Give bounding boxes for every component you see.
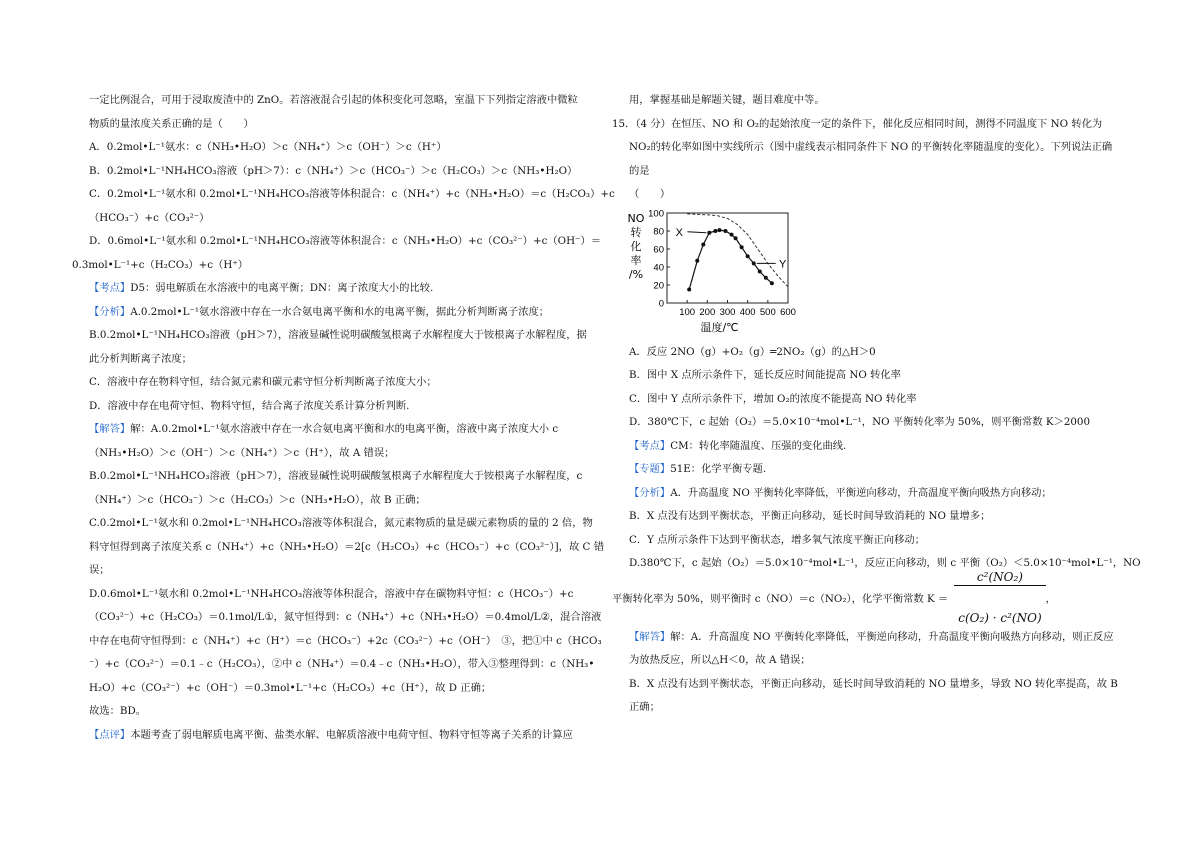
text-line: B.0.2mol•L⁻¹NH₄HCO₃溶液（pH＞7），溶液显碱性说明碳酸氢根离子水解程度大于铵根离子水解程度，c [89,470,583,482]
text-line: 平衡转化率为 50%，则平衡时 c（NO）＝c（NO₂），化学平衡常数 K ＝ [612,592,949,605]
conversion-chart [612,205,1132,335]
dianping-tag: 【点评】 [89,728,131,741]
kaodian-line [72,282,598,295]
data-point [713,229,717,233]
text-line: 中存在电荷守恒得到：c（NH₄⁺）+c（H⁺）＝c（HCO₃⁻）+2c（CO₃²⁻）+c（OH⁻） ③，把①中 c（HCO₃ [89,634,602,647]
fenxi-line [72,306,598,319]
y-tick-label: 80 [653,226,664,238]
dianping-line [72,729,598,742]
data-point [695,259,699,263]
text-line: 误； [89,564,110,576]
x-tick-label: 200 [699,307,716,318]
y-tick-label: 0 [658,298,664,310]
chart-svg [612,205,852,335]
text-line: （HCO₃⁻）+c（CO₃²⁻） [89,211,210,224]
data-point [746,254,750,258]
data-point [687,288,691,292]
fenxi-text: A．升高温度 NO 平衡转化率降低，平衡逆向移动，升高温度平衡向吸热方向移动； [670,486,1052,499]
option-b: B．图中 X 点所示条件下，延长反应时间能提高 NO 转化率 [629,369,901,381]
text-line: D．溶液中存在电荷守恒、物料守恒，结合离子浓度关系计算分析判断. [89,399,410,412]
text-line: C．Y 点所示条件下达到平衡状态，增多氧气浓度平衡正向移动； [629,533,925,546]
data-point [701,243,705,247]
jieda-line [72,423,598,436]
data-point [734,236,738,240]
kaodian-line [612,440,1132,453]
data-point [717,228,721,232]
option-d: D．0.6mol•L⁻¹氨水和 0.2mol•L⁻¹NH₄HCO₃溶液等体积混合：c（NH₃•H₂O）+c（CO₃²⁻）+c（OH⁻）＝ [89,235,602,247]
text-line: （CO₃²⁻）+c（H₂CO₃）＝0.1mol/L①，氮守恒得到：c（NH₄⁺）+c（NH₃•H₂O）＝0.4mol/L②，混合溶液 [89,611,602,623]
text-line: （NH₃•H₂O）＞c（OH⁻）＞c（NH₄⁺）＞c（H⁺），故 A 错误； [89,446,395,459]
zhuanti-line [612,463,1132,476]
annotation-y: Y [779,258,787,271]
x-tick-label: 300 [719,307,736,318]
text-line: 物质的量浓度关系正确的是（ ） [89,117,254,130]
right-column [612,94,1141,714]
data-point [752,261,756,265]
equilibrium-constant-line [612,569,1132,625]
text-line: （NH₄⁺）＞c（HCO₃⁻）＞c（H₂CO₃）＞c（NH₃•H₂O），故 B 正确； [89,493,426,506]
equilibrium-curve [687,214,788,287]
answer-blank: （ ） [629,188,671,200]
text-line: B.0.2mol•L⁻¹NH₄HCO₃溶液（pH＞7），溶液显碱性说明碳酸氢根离子水解程度大于铵根离子水解程度，据 [89,329,587,341]
fenxi-tag: 【分析】 [89,305,131,318]
data-point [758,270,762,274]
y-axis-label: NO [627,212,645,225]
fenxi-tag: 【分析】 [629,486,671,499]
plot-frame [667,213,788,303]
x-tick-label: 100 [679,307,696,318]
x-tick-label: 600 [780,307,796,318]
option-b: B．0.2mol•L⁻¹NH₄HCO₃溶液（pH＞7）：c（NH₄⁺）＞c（HCO₃⁻）＞c（H₂CO₃）＞c（NH₃•H₂O） [89,164,578,177]
fenxi-line [612,487,1132,500]
left-column [72,94,615,742]
text-line: 0.3mol•L⁻¹+c（H₂CO₃）+c（H⁺） [72,258,249,271]
x-tick-label: 400 [739,307,756,318]
y-axis-label: /% [628,268,644,281]
k-numerator: c²(NO₂) [954,570,1045,586]
question-15: 15．（4 分）在恒压、NO 和 O₂的起始浓度一定的条件下，催化反应相同时间，测得不同温度下 NO 转化为 [612,117,1103,130]
option-c: C．0.2mol•L⁻¹氨水和 0.2mol•L⁻¹NH₄HCO₃溶液等体积混合：c（NH₄⁺）+c（NH₃•H₂O）＝c（H₂CO₃）+c [89,188,615,200]
k-tail: ， [1045,592,1056,605]
data-point [770,281,774,285]
text-line: B．X 点没有达到平衡状态，平衡正向移动，延长时间导致消耗的 NO 量增多； [629,510,991,522]
option-a: A．0.2mol•L⁻¹氨水：c（NH₃•H₂O）＞c（NH₄⁺）＞c（OH⁻）＞c（H⁺） [89,141,447,153]
y-axis-label: 化 [630,240,642,253]
y-tick-label: 40 [653,262,664,274]
option-d: D．380℃下，c 起始（O₂）＝5.0×10⁻⁴mol•L⁻¹，NO 平衡转化率为 50%，则平衡常数 K＞2000 [629,416,1091,428]
data-point [730,233,734,237]
text-line: 故选：BD。 [89,705,147,717]
data-point [764,276,768,280]
text-line: B．X 点没有达到平衡状态，平衡正向移动，延长时间导致消耗的 NO 量增多，导致 NO 转化率提高，故 B [629,677,1118,690]
y-tick-label: 60 [653,244,664,256]
y-tick-label: 100 [648,208,664,220]
jieda-tag: 【解答】 [89,423,131,435]
kaodian-tag: 【考点】 [89,282,131,294]
y-axis-label: 转 [630,226,642,239]
text-line: C.0.2mol•L⁻¹氨水和 0.2mol•L⁻¹NH₄HCO₃溶液等体积混合，氮元素物质的量是碳元素物质的量的 2 倍，物 [89,517,593,529]
text-line: 此分析判断离子浓度； [89,352,192,365]
text-line: 为放热反应，所以△H＜0，故 A 错误； [629,654,811,666]
text-line: 用，掌握基础是解题关键，题目难度中等。 [629,94,825,106]
text-line: C．溶液中存在物料守恒，结合氮元素和碳元素守恒分析判断离子浓度大小； [89,376,437,388]
y-axis-label: 率 [630,254,642,267]
text-line: ⁻）+c（CO₃²⁻）＝0.1﹣c（H₂CO₃），②中 c（NH₄⁺）＝0.4﹣c（NH₃•H₂O），带入③整理得到：c（NH₃• [89,658,595,670]
kaodian-text: D5：弱电解质在水溶液中的电离平衡；DN：离子浓度大小的比较. [130,282,434,294]
text-line: NO₂的转化率如图中实线所示（图中虚线表示相同条件下 NO 的平衡转化率随温度的变化）。下列说法正确 [629,141,1113,153]
jieda-text: 解：A.0.2mol•L⁻¹氨水溶液中存在一水合氨电离平衡和水的电离平衡，溶液中离子浓度大小 c [130,423,559,435]
measured-curve [689,230,772,289]
x-axis-label: 温度/℃ [700,321,739,334]
option-c: C．图中 Y 点所示条件下，增加 O₂的浓度不能提高 NO 转化率 [629,392,917,405]
y-tick-label: 20 [653,280,664,292]
option-a: A．反应 2NO（g）+O₂（g）═2NO₂（g）的△H＞0 [629,345,876,358]
text-line: 料守恒得到离子浓度关系 c（NH₄⁺）+c（NH₃•H₂O）＝2[c（H₂CO₃）+c（HCO₃⁻）+c（CO₃²⁻）]，故 C 错 [89,540,604,553]
jieda-tag: 【解答】 [629,630,671,643]
annotation-pointer [687,232,706,233]
kaodian-tag: 【考点】 [629,439,671,452]
data-point [740,245,744,249]
zhuanti-tag: 【专题】 [629,463,671,475]
text-line: 正确； [629,701,660,713]
k-denominator: c(O₂) · c²(NO) [958,610,1042,625]
annotation-x: X [675,226,684,239]
x-tick-label: 500 [759,307,776,318]
text-line: H₂O）+c（CO₃²⁻）+c（OH⁻）＝0.3mol•L⁻¹+c（H₂CO₃）+c（H⁺），故 D 正确； [89,681,492,694]
text-line: D.380℃下，c 起始（O₂）＝5.0×10⁻⁴mol•L⁻¹，反应正向移动，则 c 平衡（O₂）＜5.0×10⁻⁴mol•L⁻¹，NO [629,557,1141,569]
zhuanti-text: 51E：化学平衡专题. [670,463,767,475]
text-line: D.0.6mol•L⁻¹氨水和 0.2mol•L⁻¹NH₄HCO₃溶液等体积混合，溶液中存在碳物料守恒：c（HCO₃⁻）+c [89,587,574,600]
data-point [707,231,711,235]
jieda-text: 解：A．升高温度 NO 平衡转化率降低，平衡逆向移动，升高温度平衡向吸热方向移动，则正反应 [670,630,1114,643]
text-line: 的是 [629,164,650,177]
dianping-text: 本题考查了弱电解质电离平衡、盐类水解、电解质溶液中电荷守恒、物料守恒等离子关系的计算应 [130,728,573,741]
jieda-line [612,631,1132,644]
data-point [723,229,727,233]
text-line: 一定比例混合，可用于浸取废渣中的 ZnO。若溶液混合引起的体积变化可忽略，室温下下列指定溶液中微粒 [89,94,578,106]
kaodian-text: CM：转化率随温度、压强的变化曲线. [670,439,847,452]
fenxi-text: A.0.2mol•L⁻¹氨水溶液中存在一水合氨电离平衡和水的电离平衡，据此分析判断离子浓度； [130,305,550,318]
